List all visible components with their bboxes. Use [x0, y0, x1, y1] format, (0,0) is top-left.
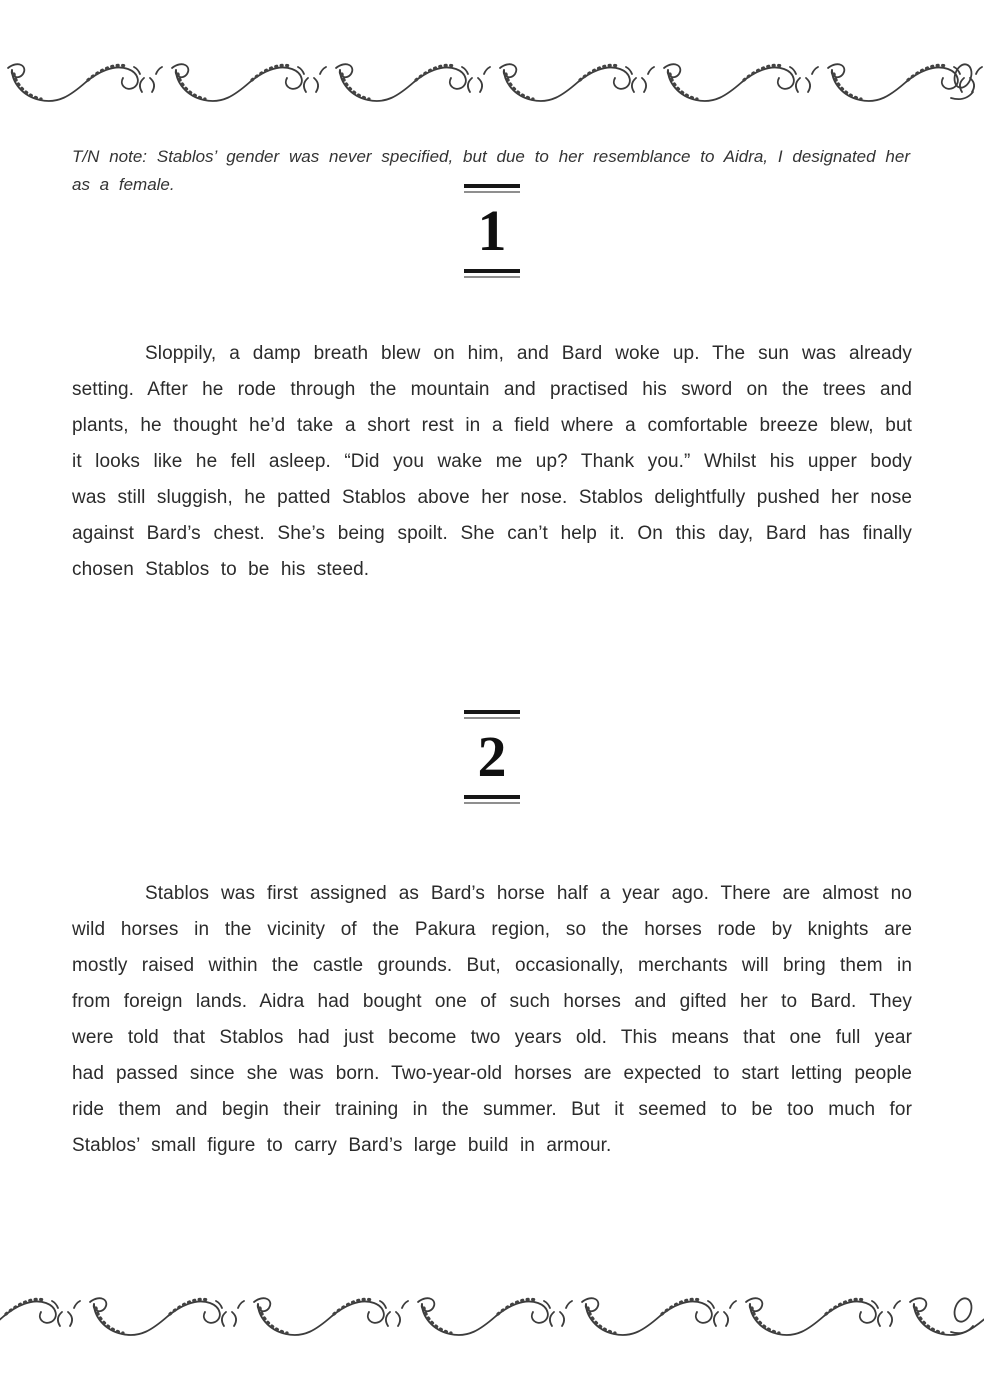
heading-rule-top	[464, 184, 520, 193]
leaf-bud-ornament	[951, 1296, 974, 1333]
translator-note: T/N note: Stablos’ gender was never specified, but due to her resemblance to Aidra, I designated her as a female.	[72, 147, 910, 194]
heading-rule-bottom	[464, 269, 520, 278]
chapter-2-paragraph: Stablos was first assigned as Bard’s horse half a year ago. There are almost no wild horses in the vicinity of the Pakura region, so the horses rode by knights are mostly raised within the castle grounds. But, occasionally, merchants will bring them in from foreign lands. Aidra had bought one of such horses and gifted her to Bard. They were told that Stablos had just become two years old. This means that one full year had passed since she was born. Two-year-old horses are expected to start letting people ride them and begin their training in the summer. But it seemed to be too much for Stablos’ small figure to carry Bard’s large build in armour.	[72, 883, 912, 1156]
heading-rule-top	[464, 710, 520, 719]
flourish-border-bottom-icon	[0, 1292, 984, 1348]
flourish-border-top-icon	[0, 58, 984, 114]
chapter-number: 2	[477, 724, 507, 789]
chapter-1-heading	[0, 184, 984, 278]
chapter-2-heading	[0, 710, 984, 804]
heading-rule-bottom	[464, 795, 520, 804]
chapter-1-paragraph: Sloppily, a damp breath blew on him, and Bard woke up. The sun was already setting. After he rode through the mountain and practised his sword on the trees and plants, he thought he’d take a short rest in a field where a comfortable breeze blew, but it looks like he fell asleep. “Did you wake me up? Thank you.” Whilst his upper body was still sluggish, he patted Stablos above her nose. Stablos delightfully pushed her nose against Bard’s chest. She’s being spoilt. She can’t help it. On this day, Bard has finally chosen Stablos to be his steed.	[72, 343, 912, 580]
chapter-number: 1	[477, 198, 507, 263]
